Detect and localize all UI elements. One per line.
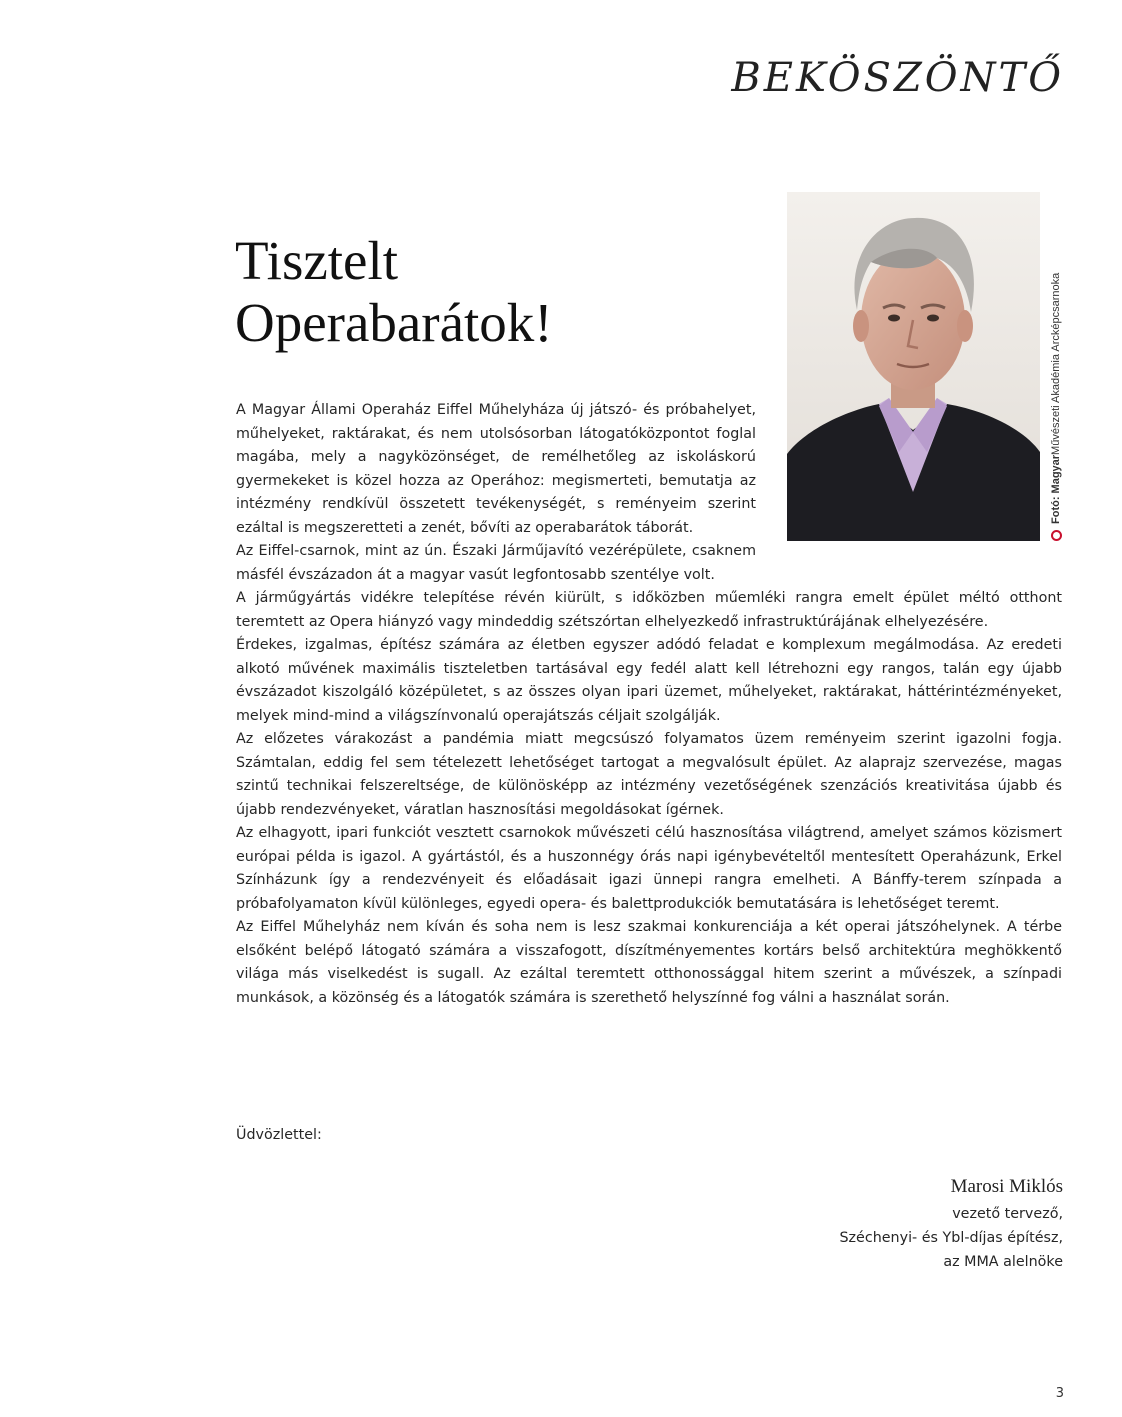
paragraph-7: Az Eiffel Műhelyház nem kíván és soha nem is lesz szakmai konkurenciája a két operai játszóhelynek. A térbe elsőként belépő látogató számára a visszafogott, díszítményementes kortárs belső architektúra meghökkentő világa más viselkedést is sugall. Az ezáltal teremtett otthonossággal hitem szerint a művészek, a színpadi munkások, a közönség és a látogatók számára is szerethető helyszínné fog válni a használat során.: [236, 919, 1062, 1006]
headline-line-1: Tisztelt: [235, 230, 399, 291]
signature-block: [839, 1174, 1063, 1274]
article-headline: [235, 230, 755, 354]
paragraph-1: A Magyar Állami Operaház Eiffel Műhelyháza új játszó- és próbahelyet, műhelyeket, raktárakat, és nem utolsósorban látogatóközpontot foglal magába, mely a nagyközönséget, de remélhetőleg az iskoláskorú gyermekeket is közel hozza az Operához: megismerteti, bemutatja az intézmény rendkívül összetett tevékenységét, s reményeim szerint ezáltal is megszeretteti a zenét, bővíti az operabarátok táborát.: [236, 402, 756, 536]
photo-credit-rest: Művészeti Akadémia Arcképcsarnoka: [1050, 272, 1062, 455]
paragraph-4: Érdekes, izgalmas, építész számára az életben egyszer adódó feladat e komplexum megálmodása. Az eredeti alkotó művének maximális tiszteletben tartásával egy fedél alatt kell létrehozni egy rangos, talán egy újabb évszázadot kiszolgáló középületet, s az összes olyan ipari üzemet, műhelyeket, raktárakat, háttérintézményeket, melyek mind-mind a világszínvonalú operajátszás céljait szolgálják.: [236, 637, 1062, 724]
author-name: Marosi Miklós: [950, 1176, 1063, 1197]
greeting: Üdvözlettel:: [236, 1127, 322, 1143]
paragraph-5: Az előzetes várakozást a pandémia miatt megcsúszó folyamatos üzem reményeim szerint igazolni fogja. Számtalan, eddig fel sem tételezett lehetőséget tartogat a megvalósult épület. Az alaprajz szervezése, magas szintű technikai felszereltsége, de különösképp az intézmény vezetőségének szenzációs kreativitása újabb és újabb rendezvényeket, váratlan hasznosítási megoldásokat ígérnek.: [236, 731, 1062, 818]
section-title: BEKÖSZÖNTŐ: [731, 55, 1064, 101]
paragraph-2: Az Eiffel-csarnok, mint az ún. Északi Járműjavító vezérépülete, csaknem másfél évszázadon át a magyar vasút legfontosabb szentélye volt.: [236, 543, 756, 583]
author-role-2: Széchenyi- és Ybl-díjas építész,: [839, 1230, 1063, 1246]
article-body: [236, 399, 1062, 1010]
headline-line-2: Operabarátok!: [235, 292, 553, 353]
paragraph-3: A járműgyártás vidékre telepítése révén kiürült, s időközben műemléki rangra emelt épület méltó otthont teremtett az Opera hiányzó vagy mindeddig szétszórtan elhelyezkedő infrastruktúrájának elhelyezésére.: [236, 590, 1062, 630]
paragraph-6: Az elhagyott, ipari funkciót vesztett csarnokok művészeti célú hasznosítása világtrend, amelyet számos közismert európai példa is igazol. A gyártástól, és a huszonnégy órás napi igénybevételtől mentesített Operaházunk, Erkel Színházunk így a rendezvényeit és előadásait igazi ünnepi rangra emelheti. A Bánffy-terem színpada a próbafolyamaton kívül különleges, egyedi opera- és balettprodukciók bemutatására is lehetőséget teremt.: [236, 825, 1062, 912]
author-role-3: az MMA alelnöke: [943, 1254, 1063, 1270]
photo-credit-prefix: Fotó: Magyar: [1050, 454, 1062, 524]
author-role-1: vezető tervező,: [952, 1206, 1063, 1222]
page-number: 3: [1055, 1386, 1064, 1401]
